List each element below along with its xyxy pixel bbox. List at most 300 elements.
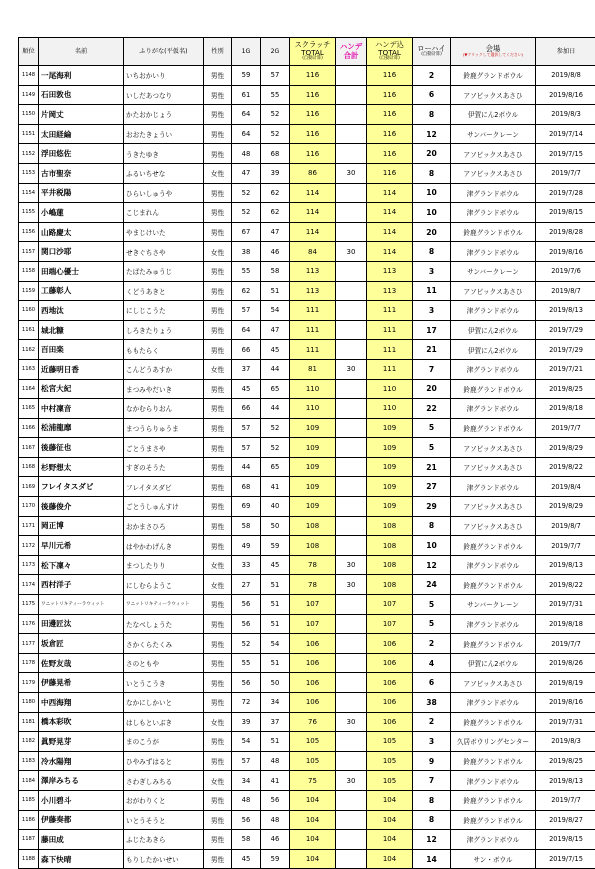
table-row (19, 516, 595, 536)
row-handicap (336, 203, 367, 223)
row-handicap (336, 790, 367, 810)
header-gender: 性別 (204, 38, 232, 66)
row-kana: いとうこうき (124, 673, 204, 693)
row-handicap (336, 516, 367, 536)
header-scratch-total (290, 38, 336, 66)
row-name: 岡正博 (39, 516, 124, 536)
row-lohi: 8 (413, 105, 451, 125)
row-scratch-total: 110 (290, 399, 336, 419)
row-venue: サンバークレーン (451, 261, 536, 281)
row-lohi: 10 (413, 183, 451, 203)
row-handicap-total: 106 (367, 673, 413, 693)
row-game2: 41 (261, 477, 290, 497)
row-number: 1151 (19, 124, 39, 144)
row-game1: 64 (232, 124, 261, 144)
row-handicap (336, 222, 367, 242)
table-row (19, 810, 595, 830)
row-number: 1178 (19, 653, 39, 673)
row-kana: ひらいしゅうや (124, 183, 204, 203)
row-handicap-total: 107 (367, 595, 413, 615)
row-game2: 51 (261, 595, 290, 615)
table-row (19, 790, 595, 810)
row-scratch-total: 104 (290, 849, 336, 869)
row-scratch-total: 76 (290, 712, 336, 732)
row-date: 2019/8/16 (536, 85, 595, 105)
header-handicap-total (367, 38, 413, 66)
row-handicap-total: 116 (367, 163, 413, 183)
header-lohi-label: ローハイ (413, 45, 450, 53)
row-handicap-total: 105 (367, 771, 413, 791)
row-game1: 57 (232, 438, 261, 458)
row-game1: 52 (232, 183, 261, 203)
row-handicap-total: 114 (367, 203, 413, 223)
row-gender: 男性 (204, 516, 232, 536)
row-scratch-total: 107 (290, 614, 336, 634)
row-gender: 男性 (204, 790, 232, 810)
row-gender: 男性 (204, 281, 232, 301)
row-lohi: 10 (413, 203, 451, 223)
row-lohi: 2 (413, 66, 451, 86)
row-number: 1182 (19, 732, 39, 752)
row-kana: はやかわげんき (124, 536, 204, 556)
row-scratch-total: 114 (290, 183, 336, 203)
row-handicap-total: 108 (367, 555, 413, 575)
row-scratch-total: 104 (290, 790, 336, 810)
row-scratch-total: 111 (290, 301, 336, 321)
row-name: 藤田成 (39, 830, 124, 850)
row-number: 1183 (19, 751, 39, 771)
row-date: 2019/8/7 (536, 281, 595, 301)
row-handicap-total: 105 (367, 732, 413, 752)
table-row (19, 536, 595, 556)
table-row (19, 830, 595, 850)
row-kana: まのこうが (124, 732, 204, 752)
row-game2: 51 (261, 575, 290, 595)
row-date: 2019/7/29 (536, 340, 595, 360)
row-date: 2019/7/28 (536, 183, 595, 203)
row-scratch-total: 116 (290, 124, 336, 144)
header-handicap-total-line2: TOTAL (367, 49, 412, 57)
row-scratch-total: 78 (290, 555, 336, 575)
row-gender: 男性 (204, 693, 232, 713)
row-venue: 津グランドボウル (451, 359, 536, 379)
row-handicap (336, 536, 367, 556)
row-lohi: 9 (413, 751, 451, 771)
table-row (19, 242, 595, 262)
row-gender: 男性 (204, 85, 232, 105)
row-venue: 津グランドボウル (451, 399, 536, 419)
table-row (19, 555, 595, 575)
row-number: 1162 (19, 340, 39, 360)
row-scratch-total: 107 (290, 595, 336, 615)
header-handicap (336, 38, 367, 66)
row-game2: 68 (261, 144, 290, 164)
row-kana: やまじけいた (124, 222, 204, 242)
row-number: 1164 (19, 379, 39, 399)
row-scratch-total: 111 (290, 320, 336, 340)
row-handicap (336, 281, 367, 301)
row-handicap-total: 113 (367, 261, 413, 281)
row-date: 2019/7/7 (536, 163, 595, 183)
row-handicap: 30 (336, 359, 367, 379)
row-scratch-total: 106 (290, 653, 336, 673)
row-date: 2019/8/13 (536, 771, 595, 791)
row-kana: おかまさひろ (124, 516, 204, 536)
row-lohi: 8 (413, 163, 451, 183)
row-game1: 72 (232, 693, 261, 713)
header-scratch-line1: スクラッチ (290, 41, 335, 49)
row-scratch-total: 116 (290, 85, 336, 105)
row-gender: 男性 (204, 673, 232, 693)
row-date: 2019/7/7 (536, 418, 595, 438)
row-game2: 48 (261, 751, 290, 771)
row-lohi: 2 (413, 634, 451, 654)
row-game1: 59 (232, 66, 261, 86)
row-name: 松浦龍靡 (39, 418, 124, 438)
row-game2: 46 (261, 830, 290, 850)
row-handicap (336, 830, 367, 850)
table-row (19, 634, 595, 654)
table-row (19, 849, 595, 869)
row-handicap (336, 261, 367, 281)
header-rank: 順位 (19, 38, 39, 66)
row-game1: 52 (232, 203, 261, 223)
row-number: 1187 (19, 830, 39, 850)
row-kana: さわぎしみちる (124, 771, 204, 791)
row-scratch-total: 116 (290, 66, 336, 86)
row-game1: 56 (232, 810, 261, 830)
row-game2: 47 (261, 320, 290, 340)
row-gender: 男性 (204, 340, 232, 360)
row-number: 1153 (19, 163, 39, 183)
row-game2: 54 (261, 301, 290, 321)
row-game1: 48 (232, 790, 261, 810)
row-scratch-total: 75 (290, 771, 336, 791)
row-game2: 45 (261, 555, 290, 575)
row-venue: 津グランドボウル (451, 771, 536, 791)
row-handicap (336, 301, 367, 321)
row-handicap: 30 (336, 771, 367, 791)
table-row (19, 438, 595, 458)
row-lohi: 8 (413, 810, 451, 830)
row-venue: 津グランドボウル (451, 614, 536, 634)
row-handicap (336, 66, 367, 86)
row-date: 2019/8/25 (536, 751, 595, 771)
row-name: ワニットリキティーラウィット (39, 595, 124, 615)
row-handicap-total: 116 (367, 66, 413, 86)
row-handicap-total: 110 (367, 379, 413, 399)
row-lohi: 5 (413, 438, 451, 458)
row-handicap-total: 116 (367, 124, 413, 144)
row-venue: 鈴鹿グランドボウル (451, 222, 536, 242)
row-number: 1150 (19, 105, 39, 125)
row-kana: いとうそうと (124, 810, 204, 830)
row-gender: 男性 (204, 301, 232, 321)
row-number: 1156 (19, 222, 39, 242)
row-number: 1165 (19, 399, 39, 419)
row-handicap-total: 113 (367, 281, 413, 301)
row-scratch-total: 110 (290, 379, 336, 399)
row-kana: にしむらようこ (124, 575, 204, 595)
row-game2: 65 (261, 379, 290, 399)
row-game1: 52 (232, 634, 261, 654)
row-handicap (336, 810, 367, 830)
row-gender: 男性 (204, 261, 232, 281)
row-date: 2019/8/3 (536, 105, 595, 125)
row-venue: アソビックスあさひ (451, 281, 536, 301)
row-handicap (336, 340, 367, 360)
row-number: 1176 (19, 614, 39, 634)
row-date: 2019/7/7 (536, 790, 595, 810)
row-gender: 男性 (204, 497, 232, 517)
row-date: 2019/8/7 (536, 516, 595, 536)
table-row (19, 379, 595, 399)
row-lohi: 29 (413, 497, 451, 517)
row-venue: 鈴鹿グランドボウル (451, 418, 536, 438)
row-handicap-total: 106 (367, 634, 413, 654)
row-gender: 女性 (204, 359, 232, 379)
row-venue: 伊賀にん2ボウル (451, 105, 536, 125)
row-handicap-total: 114 (367, 222, 413, 242)
row-gender: 男性 (204, 536, 232, 556)
row-kana: しろきたりょう (124, 320, 204, 340)
row-name: 坂倉匠 (39, 634, 124, 654)
row-handicap (336, 144, 367, 164)
row-handicap (336, 634, 367, 654)
row-number: 1168 (19, 457, 39, 477)
row-venue: アソビックスあさひ (451, 497, 536, 517)
row-game2: 40 (261, 497, 290, 517)
row-lohi: 4 (413, 653, 451, 673)
row-lohi: 12 (413, 555, 451, 575)
row-game1: 34 (232, 771, 261, 791)
row-gender: 男性 (204, 203, 232, 223)
row-venue: 津グランドボウル (451, 242, 536, 262)
row-game1: 56 (232, 673, 261, 693)
row-gender: 男性 (204, 732, 232, 752)
row-scratch-total: 116 (290, 144, 336, 164)
row-number: 1152 (19, 144, 39, 164)
table-row (19, 222, 595, 242)
table-row (19, 673, 595, 693)
row-game2: 52 (261, 418, 290, 438)
row-scratch-total: 106 (290, 673, 336, 693)
table-row (19, 771, 595, 791)
row-name: 森下快晴 (39, 849, 124, 869)
row-date: 2019/8/13 (536, 555, 595, 575)
row-gender: 男性 (204, 830, 232, 850)
row-name: 中西海翔 (39, 693, 124, 713)
row-scratch-total: 81 (290, 359, 336, 379)
row-kana: ももたらく (124, 340, 204, 360)
row-lohi: 21 (413, 457, 451, 477)
row-handicap (336, 732, 367, 752)
row-game1: 62 (232, 281, 261, 301)
row-name: 後藤征也 (39, 438, 124, 458)
row-lohi: 3 (413, 301, 451, 321)
header-kana: ふりがな(平仮名) (124, 38, 204, 66)
row-number: 1159 (19, 281, 39, 301)
row-number: 1172 (19, 536, 39, 556)
table-row (19, 653, 595, 673)
row-lohi: 6 (413, 673, 451, 693)
row-scratch-total: 113 (290, 261, 336, 281)
row-kana: おがわりくと (124, 790, 204, 810)
row-lohi: 12 (413, 124, 451, 144)
row-lohi: 24 (413, 575, 451, 595)
table-row (19, 751, 595, 771)
row-date: 2019/8/22 (536, 575, 595, 595)
row-game1: 48 (232, 144, 261, 164)
row-game1: 58 (232, 830, 261, 850)
row-name: 一尾海利 (39, 66, 124, 86)
row-handicap (336, 477, 367, 497)
row-venue: サン・ボウル (451, 849, 536, 869)
row-lohi: 8 (413, 516, 451, 536)
row-date: 2019/8/18 (536, 614, 595, 634)
row-name: 石田敦也 (39, 85, 124, 105)
row-name: 伊藤奏都 (39, 810, 124, 830)
row-handicap-total: 111 (367, 301, 413, 321)
row-lohi: 21 (413, 340, 451, 360)
row-game1: 69 (232, 497, 261, 517)
header-handicap-line1: ハンデ (336, 43, 366, 52)
row-scratch-total: 116 (290, 105, 336, 125)
row-handicap-total: 110 (367, 399, 413, 419)
row-game2: 62 (261, 183, 290, 203)
row-game2: 44 (261, 359, 290, 379)
row-handicap (336, 183, 367, 203)
row-handicap (336, 653, 367, 673)
row-number: 1160 (19, 301, 39, 321)
table-row (19, 477, 595, 497)
table-row (19, 261, 595, 281)
row-number: 1180 (19, 693, 39, 713)
row-handicap-total: 109 (367, 438, 413, 458)
row-name: 片岡丈 (39, 105, 124, 125)
row-gender: 女性 (204, 575, 232, 595)
row-game1: 49 (232, 536, 261, 556)
row-kana: なかむらりおん (124, 399, 204, 419)
row-venue: アソビックスあさひ (451, 85, 536, 105)
row-kana: くどうあきと (124, 281, 204, 301)
row-date: 2019/8/16 (536, 242, 595, 262)
row-venue: 津グランドボウル (451, 477, 536, 497)
row-handicap-total: 109 (367, 418, 413, 438)
row-lohi: 12 (413, 830, 451, 850)
row-game2: 39 (261, 163, 290, 183)
row-date: 2019/8/18 (536, 399, 595, 419)
row-game1: 37 (232, 359, 261, 379)
row-game1: 45 (232, 849, 261, 869)
row-gender: 男性 (204, 438, 232, 458)
row-game1: 57 (232, 418, 261, 438)
row-handicap-total: 109 (367, 497, 413, 517)
row-scratch-total: 114 (290, 203, 336, 223)
row-handicap: 30 (336, 242, 367, 262)
row-gender: 男性 (204, 457, 232, 477)
row-date: 2019/8/26 (536, 653, 595, 673)
header-game2: 2G (261, 38, 290, 66)
row-venue: サンバークレーン (451, 595, 536, 615)
row-game2: 51 (261, 732, 290, 752)
row-scratch-total: 109 (290, 477, 336, 497)
row-kana: もりしたかいせい (124, 849, 204, 869)
row-date: 2019/8/15 (536, 830, 595, 850)
row-lohi: 38 (413, 693, 451, 713)
row-name: 小嶋蓮 (39, 203, 124, 223)
row-handicap: 30 (336, 712, 367, 732)
table-row (19, 575, 595, 595)
table-row (19, 693, 595, 713)
row-date: 2019/8/15 (536, 203, 595, 223)
row-handicap: 30 (336, 163, 367, 183)
row-gender: 男性 (204, 124, 232, 144)
row-handicap-total: 107 (367, 614, 413, 634)
row-date: 2019/7/31 (536, 595, 595, 615)
row-game2: 59 (261, 849, 290, 869)
row-venue: 鈴鹿グランドボウル (451, 810, 536, 830)
row-number: 1154 (19, 183, 39, 203)
row-venue: アソビックスあさひ (451, 457, 536, 477)
row-venue: 津グランドボウル (451, 203, 536, 223)
row-date: 2019/7/14 (536, 124, 595, 144)
header-handicap-total-line1: ハンデ込 (367, 41, 412, 49)
row-scratch-total: 109 (290, 438, 336, 458)
row-lohi: 22 (413, 399, 451, 419)
table-row (19, 320, 595, 340)
row-name: 澤岸みちる (39, 771, 124, 791)
row-handicap-total: 106 (367, 653, 413, 673)
row-date: 2019/7/6 (536, 261, 595, 281)
row-game1: 55 (232, 261, 261, 281)
row-name: 百田楽 (39, 340, 124, 360)
table-row (19, 418, 595, 438)
row-handicap (336, 379, 367, 399)
row-gender: 男性 (204, 634, 232, 654)
row-gender: 女性 (204, 712, 232, 732)
ranking-table (18, 37, 595, 869)
row-handicap-total: 104 (367, 830, 413, 850)
row-number: 1149 (19, 85, 39, 105)
row-gender: 男性 (204, 144, 232, 164)
row-lohi: 20 (413, 379, 451, 399)
row-kana: フレイタスダビ (124, 477, 204, 497)
row-game2: 51 (261, 281, 290, 301)
row-venue: 伊賀にん2ボウル (451, 320, 536, 340)
row-handicap: 30 (336, 575, 367, 595)
row-date: 2019/7/29 (536, 320, 595, 340)
row-handicap-total: 106 (367, 712, 413, 732)
row-kana: はしもといぶき (124, 712, 204, 732)
row-venue: 鈴鹿グランドボウル (451, 575, 536, 595)
row-scratch-total: 109 (290, 418, 336, 438)
row-handicap (336, 320, 367, 340)
row-venue: 鈴鹿グランドボウル (451, 751, 536, 771)
row-game1: 57 (232, 751, 261, 771)
row-scratch-total: 104 (290, 810, 336, 830)
row-game2: 50 (261, 516, 290, 536)
row-game2: 54 (261, 634, 290, 654)
row-scratch-total: 111 (290, 340, 336, 360)
row-gender: 男性 (204, 418, 232, 438)
row-number: 1155 (19, 203, 39, 223)
row-lohi: 5 (413, 595, 451, 615)
row-handicap (336, 418, 367, 438)
row-handicap (336, 751, 367, 771)
header-row (19, 38, 595, 66)
row-gender: 男性 (204, 183, 232, 203)
